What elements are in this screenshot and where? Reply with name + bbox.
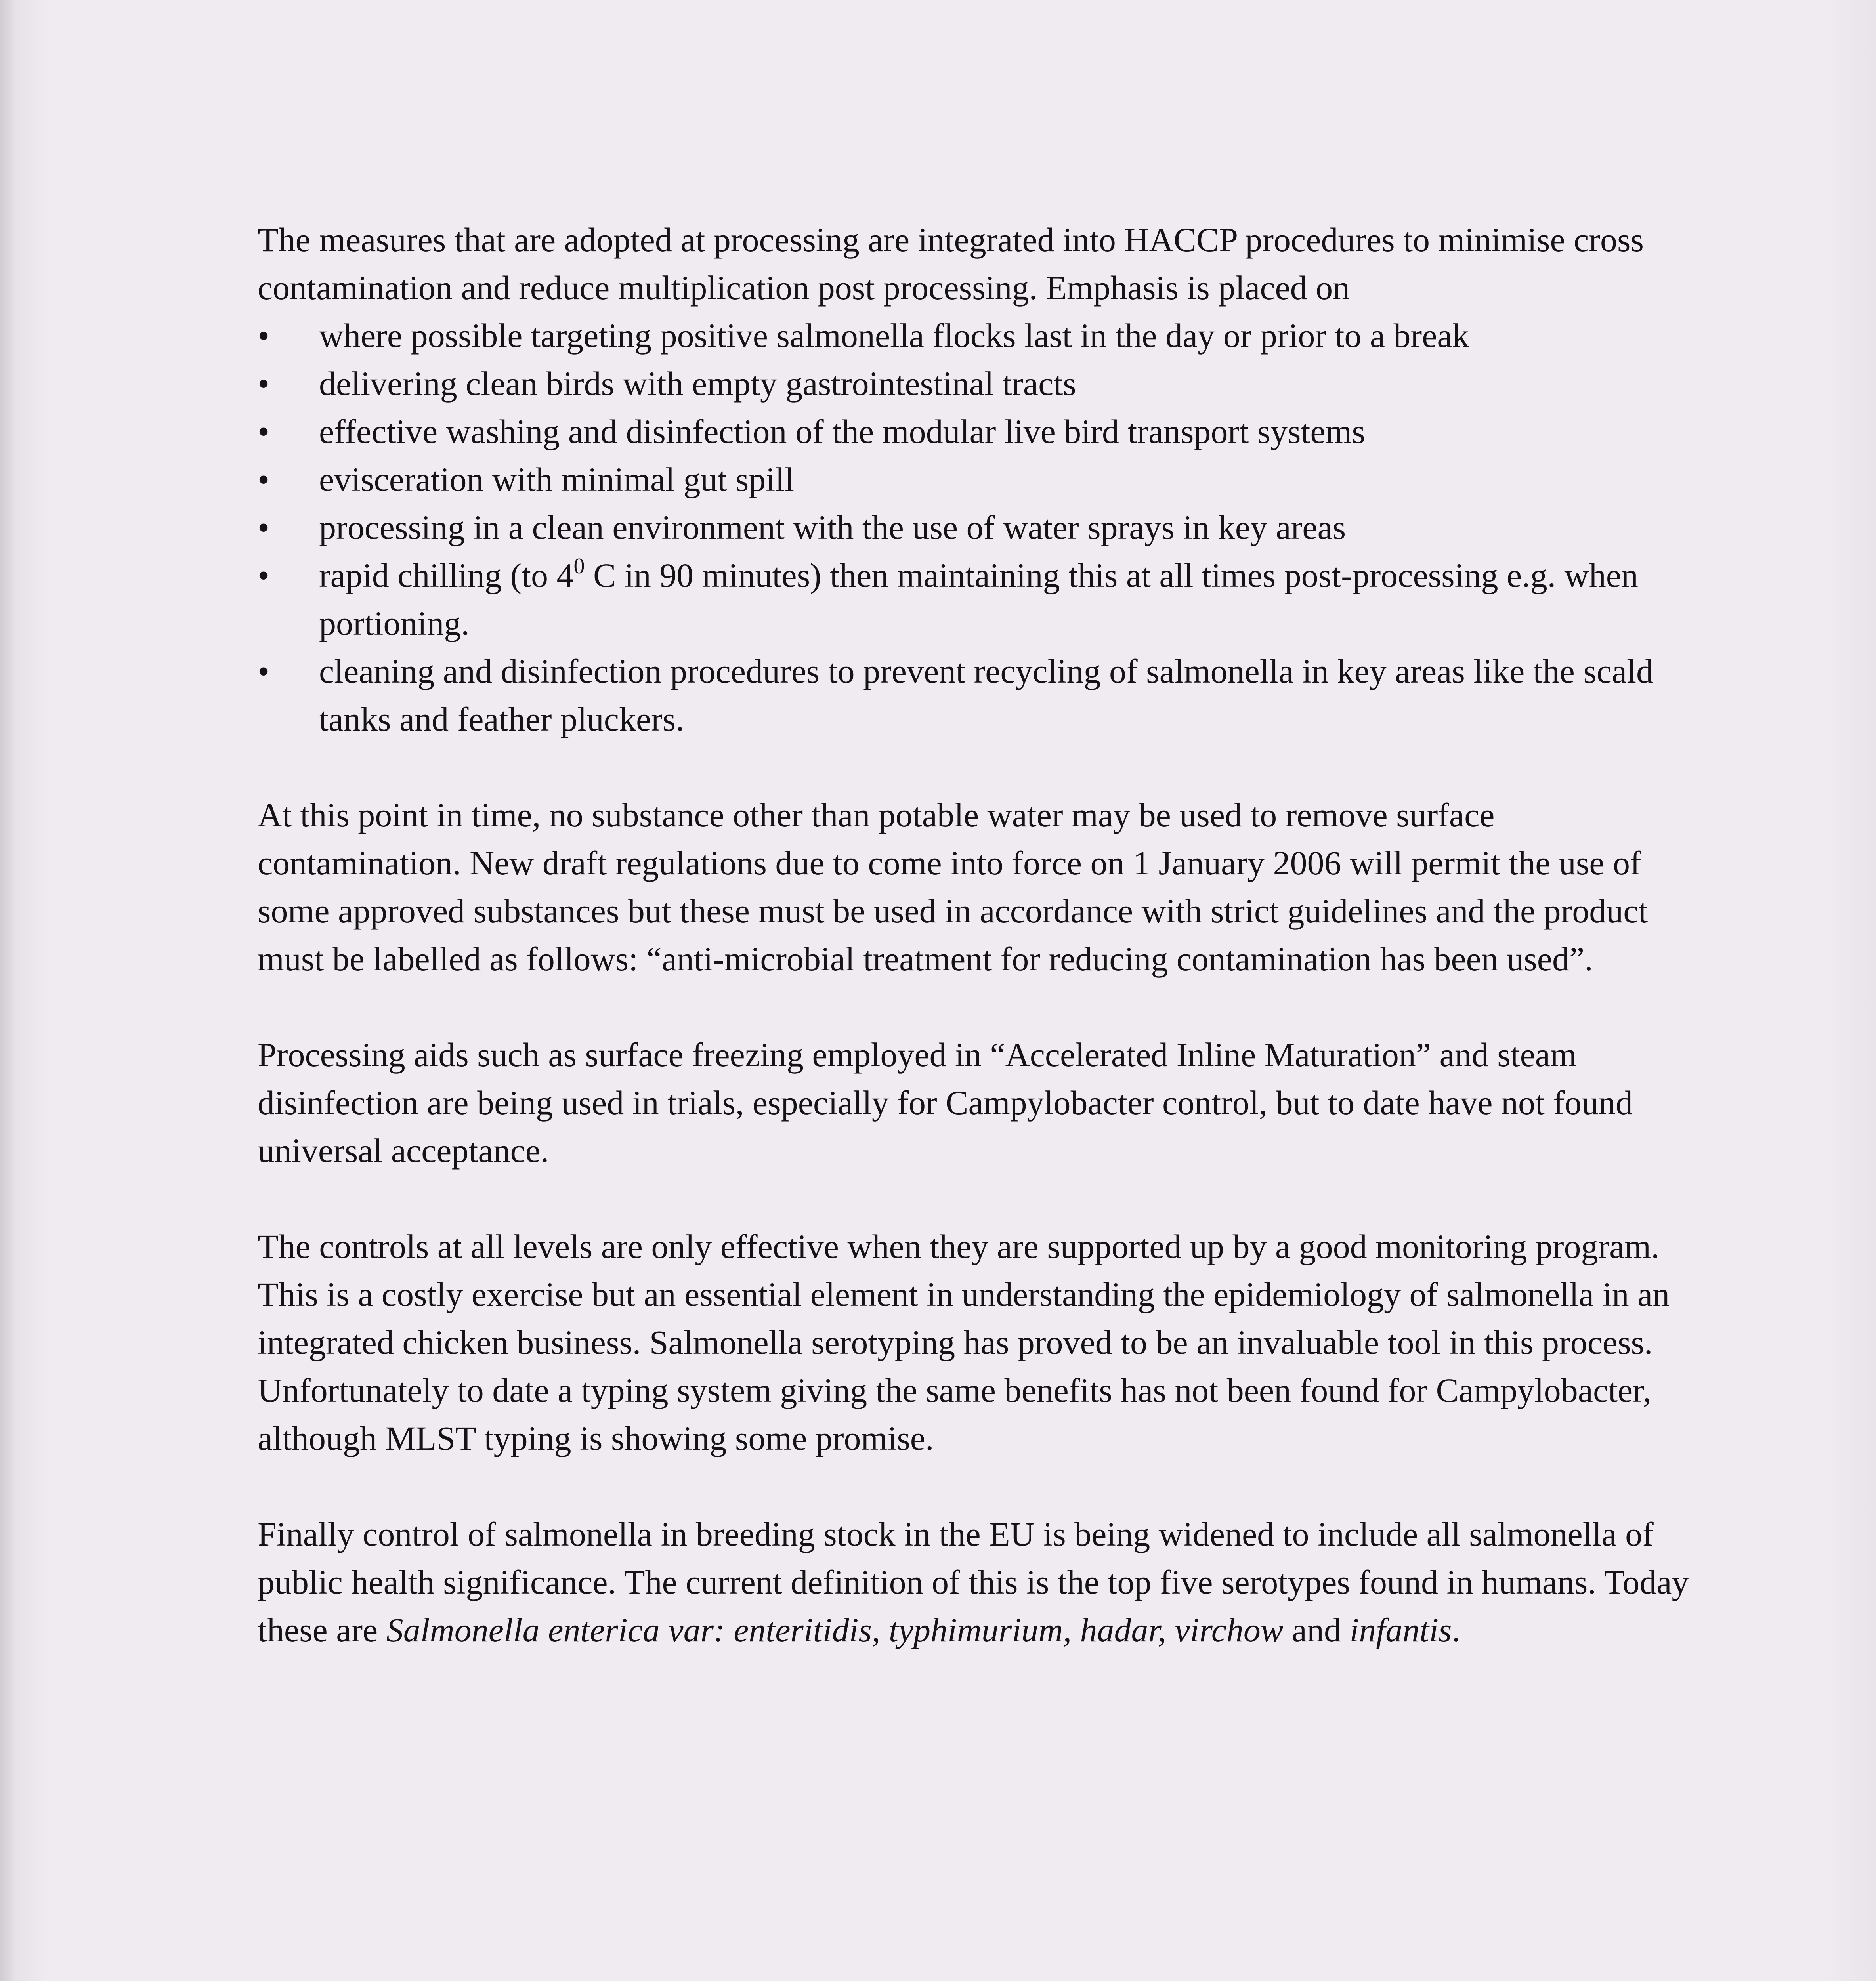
list-item: • delivering clean birds with empty gastrointestinal tracts (258, 360, 1700, 408)
list-item: • processing in a clean environment with the use of water sprays in key areas (258, 504, 1700, 552)
list-item: • evisceration with minimal gut spill (258, 456, 1700, 504)
paragraph-haccp-measures: The measures that are adopted at processing are integrated into HACCP procedures to minimise cross contamination and reduce multiplication post processing. Emphasis is placed on (258, 221, 1644, 307)
paragraph-monitoring: The controls at all levels are only effective when they are supported up by a good monitoring program. This is a costly exercise but an essential element in understanding the epidemiology of salmonella in an integrated chicken business. Salmonella serotyping has proved to be an invaluable tool in this process. Unfortunately to date a typing system giving the same benefits has not been found for Campylobacter, although MLST typing is showing some promise. (258, 1227, 1670, 1457)
serotype-list: Salmonella enterica var: enteritidis, typhimurium, hadar, virchow (386, 1611, 1284, 1649)
chilling-superscript: 0 (573, 554, 585, 578)
list-item: • where possible targeting positive salmonella flocks last in the day or prior to a break (258, 312, 1700, 360)
chilling-text-start: rapid chilling (to 4 (319, 556, 574, 594)
list-item: • effective washing and disinfection of the modular live bird transport systems (258, 408, 1700, 456)
chilling-text-end: C in 90 minutes) then maintaining this at all times post-processing e.g. when portioning. (319, 556, 1638, 642)
list-item-rapid-chilling (258, 552, 1700, 647)
breeding-end: . (1452, 1611, 1460, 1649)
list-item: • cleaning and disinfection procedures to prevent recycling of salmonella in key areas like the scald tanks and feather pluckers. (258, 647, 1700, 743)
serotype-infantis: infantis (1349, 1611, 1452, 1649)
processing-measures-list (258, 312, 1700, 743)
breeding-text: Finally control of salmonella in breeding stock in the EU is being widened to include all salmonella of public health significance. The current definition of this is the top five serotypes found in humans. Today these are (258, 1515, 1689, 1649)
document-body (258, 216, 1700, 1702)
breeding-connector: and (1283, 1611, 1350, 1649)
paragraph-potable-water: At this point in time, no substance other than potable water may be used to remove surface contamination. New draft regulations due to come into force on 1 January 2006 will permit the use of some approved substances but these must be used in accordance with strict guidelines and the product must be labelled as follows: “anti-microbial treatment for reducing contamination has been used”. (258, 796, 1648, 978)
paragraph-processing-aids: Processing aids such as surface freezing employed in “Accelerated Inline Maturation” and steam disinfection are being used in trials, especially for Campylobacter control, but to date have not found universal acceptance. (258, 1036, 1633, 1170)
paragraph-breeding-stock (258, 1510, 1700, 1654)
